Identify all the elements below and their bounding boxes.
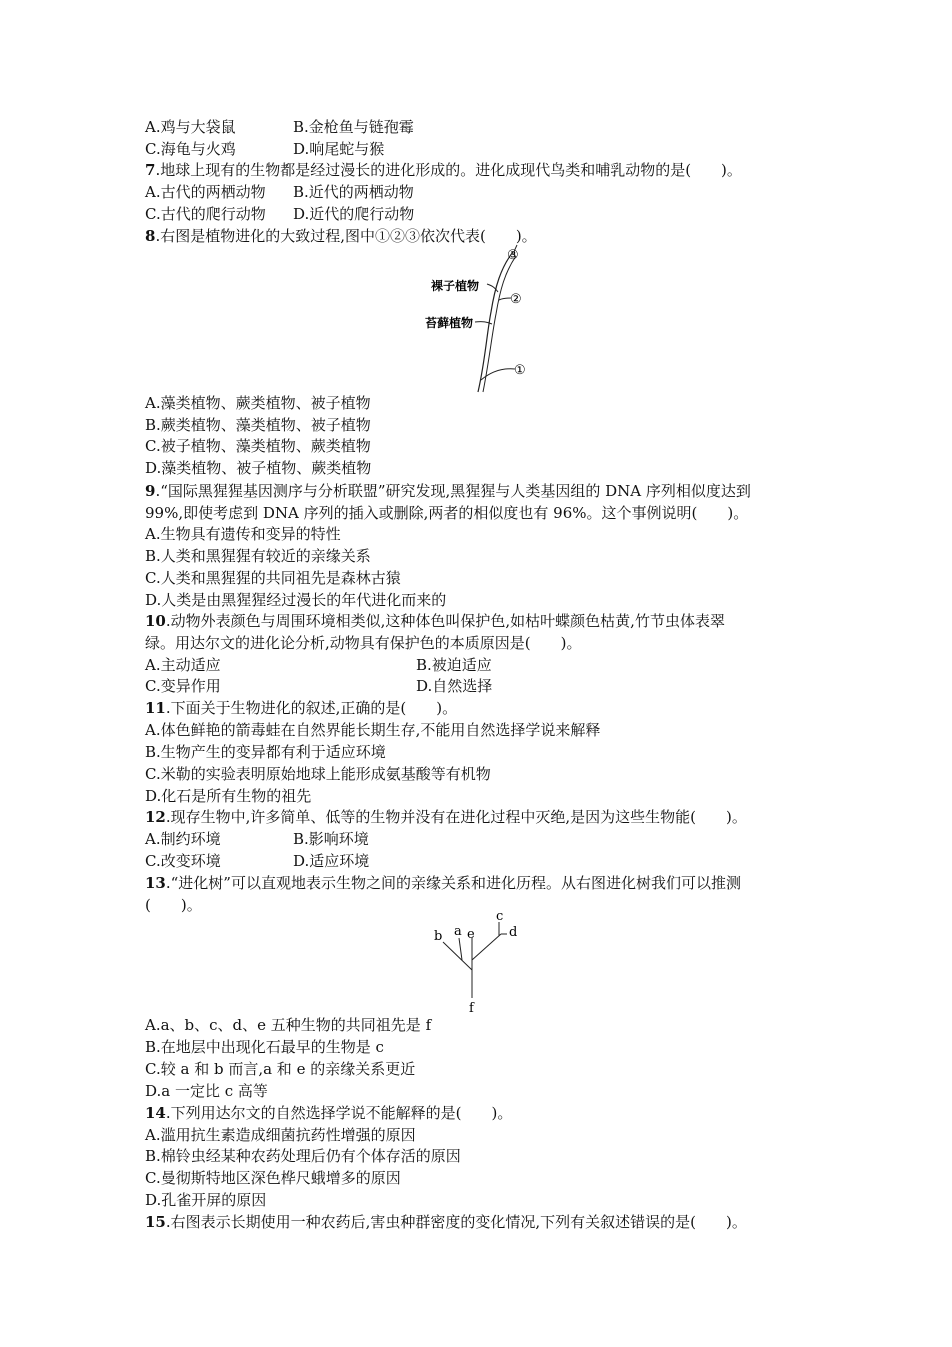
label-moss: 苔藓植物 — [425, 316, 474, 330]
plant-evolution-diagram — [415, 242, 545, 394]
q9-stem-line-1 — [145, 480, 751, 502]
q10-number: 10 — [145, 612, 166, 630]
q11-stem-text: .下面关于生物进化的叙述,正确的是( )。 — [165, 699, 458, 717]
q8-option-a: A.藻类植物、蕨类植物、被子植物 — [145, 394, 371, 412]
tree-label-f: f — [469, 1001, 474, 1014]
q10-option-b: B.被迫适应 — [416, 656, 492, 674]
q10-stem-line-2: 绿。用达尔文的进化论分析,动物具有保护色的本质原因是( )。 — [145, 634, 582, 652]
q11-option-c: C.米勒的实验表明原始地球上能形成氨基酸等有机物 — [145, 765, 491, 783]
q7-option-d: D.近代的爬行动物 — [293, 205, 415, 223]
q14-option-b: B.棉铃虫经某种农药处理后仍有个体存活的原因 — [145, 1147, 461, 1165]
q9-option-c: C.人类和黑猩猩的共同祖先是森林古猿 — [145, 569, 401, 587]
q9-number: 9 — [145, 482, 156, 500]
q15-stem-text: .右图表示长期使用一种农药后,害虫种群密度的变化情况,下列有关叙述错误的是( )。 — [165, 1213, 747, 1231]
q13-stem-line-1 — [145, 872, 741, 894]
q7-option-b: B.近代的两栖动物 — [293, 183, 414, 201]
tree-branch-right — [472, 934, 501, 960]
q11-option-b: B.生物产生的变异都有利于适应环境 — [145, 743, 386, 761]
q8-option-b: B.蕨类植物、藻类植物、被子植物 — [145, 416, 371, 434]
q6-option-d: D.响尾蛇与猴 — [293, 140, 385, 158]
q7-option-a: A.古代的两栖动物 — [145, 183, 266, 201]
q11-stem — [145, 697, 457, 719]
label-circle-2: ② — [510, 292, 522, 307]
q8-number: 8 — [145, 227, 156, 245]
q9-option-d: D.人类是由黑猩猩经过漫长的年代进化而来的 — [145, 591, 447, 609]
q7-option-c: C.古代的爬行动物 — [145, 205, 266, 223]
q12-option-a: A.制约环境 — [145, 830, 221, 848]
q13-stem-line-2: ( )。 — [145, 896, 202, 914]
tree-label-b: b — [434, 929, 443, 944]
q12-number: 12 — [145, 808, 166, 826]
q10-option-d: D.自然选择 — [416, 677, 493, 695]
q12-option-b: B.影响环境 — [293, 830, 369, 848]
q6-option-b: B.金枪鱼与链孢霉 — [293, 118, 414, 136]
tree-label-c: c — [496, 909, 504, 924]
tree-label-a: a — [454, 924, 462, 939]
label-gymnosperm: 裸子植物 — [431, 279, 480, 293]
tree-branch-left — [443, 942, 472, 970]
q9-option-b: B.人类和黑猩猩有较近的亲缘关系 — [145, 547, 371, 565]
q12-stem — [145, 806, 747, 828]
q12-option-d: D.适应环境 — [293, 852, 370, 870]
q13-option-d: D.a 一定比 c 高等 — [145, 1082, 268, 1100]
q13-number: 13 — [145, 874, 166, 892]
q8-option-d: D.藻类植物、被子植物、蕨类植物 — [145, 459, 372, 477]
q9-option-a: A.生物具有遗传和变异的特性 — [145, 525, 341, 543]
q13-option-c: C.较 a 和 b 而言,a 和 e 的亲缘关系更近 — [145, 1060, 416, 1078]
q14-number: 14 — [145, 1104, 166, 1122]
q8-option-c: C.被子植物、藻类植物、蕨类植物 — [145, 437, 371, 455]
q13-option-a: A.a、b、c、d、e 五种生物的共同祖先是 f — [145, 1016, 432, 1034]
q13-stem-text-1: .“进化树”可以直观地表示生物之间的亲缘关系和进化历程。从右图进化树我们可以推测 — [165, 874, 741, 892]
q15-stem — [145, 1211, 747, 1233]
q14-option-c: C.曼彻斯特地区深色桦尺蛾增多的原因 — [145, 1169, 401, 1187]
q8-stem-text: .右图是植物进化的大致过程,图中①②③依次代表( )。 — [155, 227, 537, 245]
q14-option-a: A.滥用抗生素造成细菌抗药性增强的原因 — [145, 1126, 416, 1144]
q11-number: 11 — [145, 699, 166, 717]
q10-option-a: A.主动适应 — [145, 656, 221, 674]
q9-stem-text-1: .“国际黑猩猩基因测序与分析联盟”研究发现,黑猩猩与人类基因组的 DNA 序列相似度达到 — [155, 482, 751, 500]
q12-option-c: C.改变环境 — [145, 852, 221, 870]
q9-stem-line-2: 99%,即使考虑到 DNA 序列的插入或删除,两者的相似度也有 96%。这个事例说明( )。 — [145, 504, 749, 522]
q10-stem-text-1: .动物外表颜色与周围环境相类似,这种体色叫保护色,如枯叶蝶颜色枯黄,竹节虫体表翠 — [165, 612, 725, 630]
tree-label-d: d — [509, 925, 518, 940]
evolution-tree-diagram — [425, 908, 525, 1014]
q15-number: 15 — [145, 1213, 166, 1231]
q14-option-d: D.孔雀开屏的原因 — [145, 1191, 267, 1209]
tree-label-e: e — [467, 927, 475, 942]
label-circle-3: ③ — [507, 248, 519, 263]
q6-option-c: C.海龟与火鸡 — [145, 140, 236, 158]
q13-option-b: B.在地层中出现化石最早的生物是 c — [145, 1038, 384, 1056]
q7-number: 7 — [145, 161, 156, 179]
q7-stem — [145, 159, 742, 181]
tree-branch-a — [459, 938, 462, 960]
q10-option-c: C.变异作用 — [145, 677, 221, 695]
q11-option-d: D.化石是所有生物的祖先 — [145, 787, 312, 805]
q11-option-a: A.体色鲜艳的箭毒蛙在自然界能长期生存,不能用自然选择学说来解释 — [145, 721, 601, 739]
q10-stem-line-1 — [145, 610, 725, 632]
q12-stem-text: .现存生物中,许多简单、低等的生物并没有在进化过程中灭绝,是因为这些生物能( )。 — [165, 808, 747, 826]
q6-option-a: A.鸡与大袋鼠 — [145, 118, 236, 136]
q14-stem — [145, 1102, 512, 1124]
q7-stem-text: .地球上现有的生物都是经过漫长的进化形成的。进化成现代鸟类和哺乳动物的是( )。 — [155, 161, 742, 179]
q14-stem-text: .下列用达尔文的自然选择学说不能解释的是( )。 — [165, 1104, 513, 1122]
label-circle-1: ① — [514, 363, 526, 378]
